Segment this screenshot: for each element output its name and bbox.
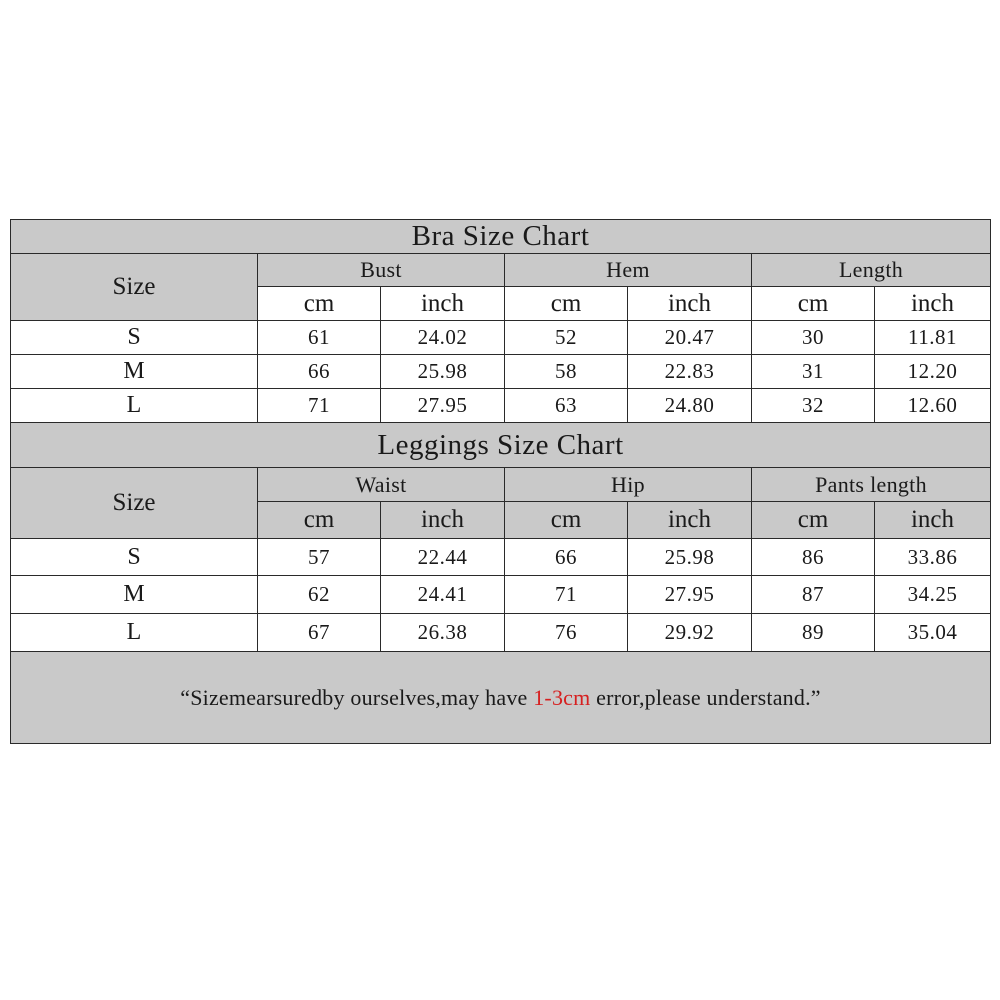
table-row	[11, 355, 991, 389]
bra-group-length: Length	[752, 254, 991, 287]
leggings-group-hip: Hip	[505, 468, 752, 502]
table-cell: 30	[752, 321, 875, 355]
table-cell: 27.95	[628, 576, 752, 614]
table-row	[11, 576, 991, 614]
table-cell: 33.86	[875, 539, 991, 576]
table-cell: 12.60	[875, 389, 991, 423]
leggings-group-waist: Waist	[258, 468, 505, 502]
table-cell: 24.41	[381, 576, 505, 614]
leggings-unit-header: cm	[752, 502, 875, 539]
table-cell: 57	[258, 539, 381, 576]
table-cell: 71	[505, 576, 628, 614]
table-cell: 22.44	[381, 539, 505, 576]
measurement-note	[11, 652, 991, 744]
size-label: L	[11, 614, 258, 652]
table-row	[11, 614, 991, 652]
table-cell: 89	[752, 614, 875, 652]
table-cell: 27.95	[381, 389, 505, 423]
table-cell: 35.04	[875, 614, 991, 652]
note-suffix: error,please understand.”	[590, 684, 821, 710]
table-cell: 58	[505, 355, 628, 389]
table-cell: 34.25	[875, 576, 991, 614]
table-cell: 31	[752, 355, 875, 389]
table-cell: 12.20	[875, 355, 991, 389]
table-cell: 87	[752, 576, 875, 614]
table-cell: 22.83	[628, 355, 752, 389]
leggings-size-header: Size	[11, 468, 258, 539]
table-cell: 26.38	[381, 614, 505, 652]
table-cell: 86	[752, 539, 875, 576]
table-cell: 11.81	[875, 321, 991, 355]
note-error-range: 1-3cm	[533, 684, 591, 710]
note-prefix: “Sizemearsuredby ourselves,may have	[180, 684, 534, 710]
bra-unit-header: cm	[505, 287, 628, 321]
table-cell: 62	[258, 576, 381, 614]
table-cell: 20.47	[628, 321, 752, 355]
table-cell: 24.02	[381, 321, 505, 355]
bra-size-header: Size	[11, 254, 258, 321]
leggings-unit-header: inch	[875, 502, 991, 539]
bra-group-hem: Hem	[505, 254, 752, 287]
size-label: M	[11, 355, 258, 389]
table-cell: 25.98	[628, 539, 752, 576]
table-cell: 63	[505, 389, 628, 423]
table-row	[11, 321, 991, 355]
bra-chart-title: Bra Size Chart	[11, 220, 991, 254]
bra-unit-header: inch	[381, 287, 505, 321]
table-cell: 24.80	[628, 389, 752, 423]
size-label: L	[11, 389, 258, 423]
leggings-unit-header: cm	[505, 502, 628, 539]
bra-unit-header: inch	[628, 287, 752, 321]
table-cell: 76	[505, 614, 628, 652]
size-label: M	[11, 576, 258, 614]
table-row	[11, 389, 991, 423]
table-cell: 67	[258, 614, 381, 652]
table-cell: 66	[505, 539, 628, 576]
bra-unit-header: inch	[875, 287, 991, 321]
bra-unit-header: cm	[752, 287, 875, 321]
leggings-chart-title: Leggings Size Chart	[11, 423, 991, 468]
table-cell: 66	[258, 355, 381, 389]
size-label: S	[11, 539, 258, 576]
leggings-unit-header: inch	[381, 502, 505, 539]
table-cell: 25.98	[381, 355, 505, 389]
bra-group-bust: Bust	[258, 254, 505, 287]
table-cell: 61	[258, 321, 381, 355]
size-chart-table	[10, 219, 991, 744]
table-cell: 29.92	[628, 614, 752, 652]
table-row	[11, 539, 991, 576]
leggings-group-pants-length: Pants length	[752, 468, 991, 502]
table-cell: 32	[752, 389, 875, 423]
size-label: S	[11, 321, 258, 355]
leggings-unit-header: inch	[628, 502, 752, 539]
table-cell: 52	[505, 321, 628, 355]
leggings-unit-header: cm	[258, 502, 381, 539]
table-cell: 71	[258, 389, 381, 423]
bra-unit-header: cm	[258, 287, 381, 321]
